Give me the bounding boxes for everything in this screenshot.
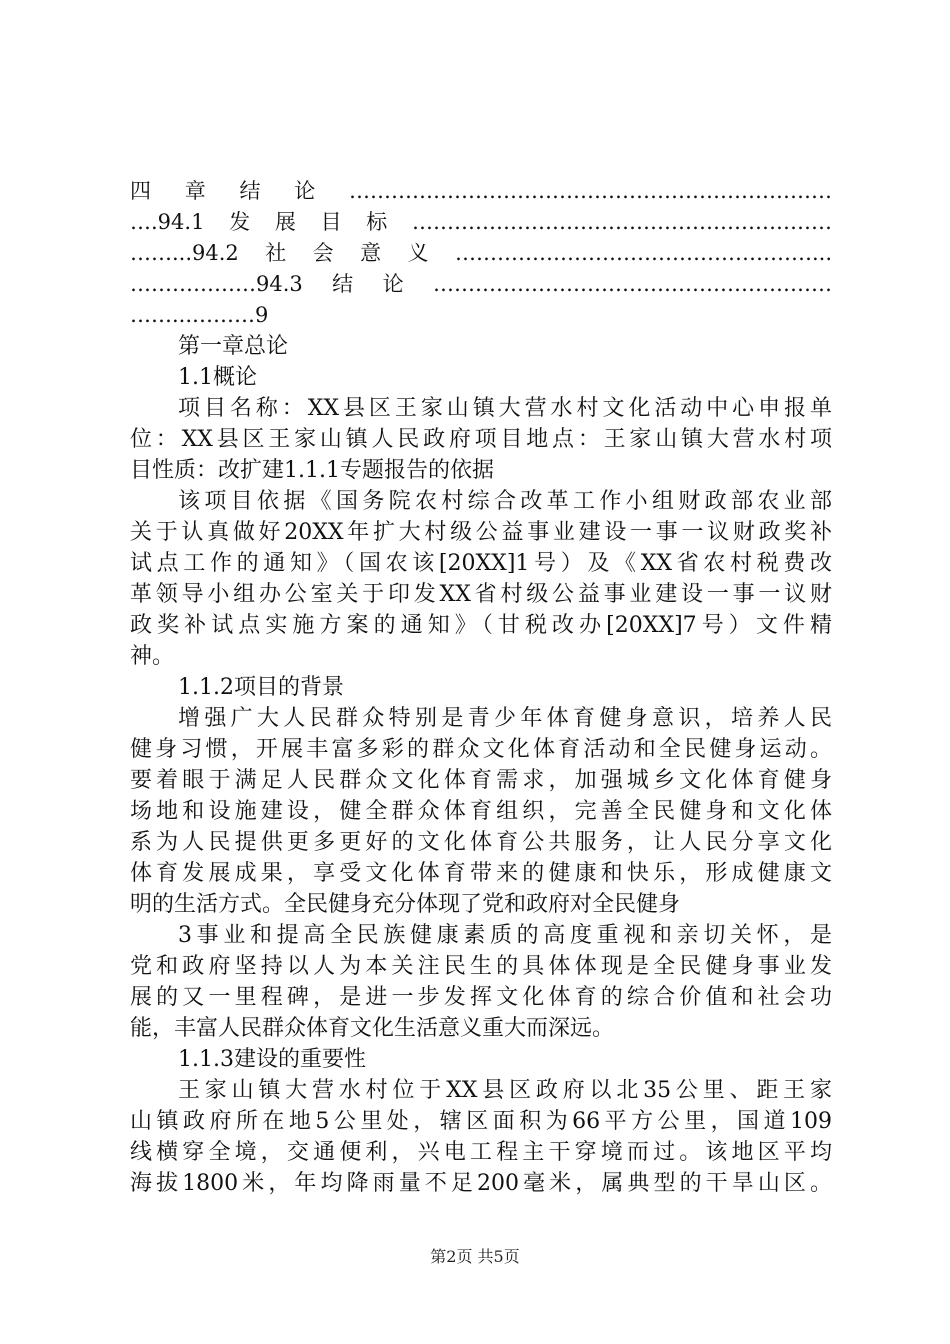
text-line: 试点工作的通知》（国农该[20XX]1号）及《XX省农村税费改 [130,551,832,576]
document-content [130,176,832,1199]
toc-line: ………………94.3结论………………………………………………… [130,272,832,296]
text-line: 王家山镇大营水村位于XX县区政府以北35公里、距王家 [178,1078,832,1103]
text-line: 1.1.3建设的重要性 [178,1047,366,1072]
text-line: 要着眼于满足人民群众文化体育需求，加强城乡文化体育健身 [130,768,832,793]
toc-line: ….94.1发展目标…………………………………………………… [130,210,832,234]
text-line: 能，丰富人民群众体育文化生活意义重大而深远。 [130,1016,615,1041]
text-line: 1.1概论 [178,365,257,390]
text-line: 场地和设施建设，健全群众体育组织，完善全民健身和文化体 [130,799,832,824]
text-line: 健身习惯，开展丰富多彩的群众文化体育活动和全民健身运动。 [130,737,832,762]
body-text [130,331,832,1199]
toc-line: ……...94.2社会意义……………………………………………... [130,241,832,265]
text-line: 增强广大人民群众特别是青少年体育健身意识，培养人民 [178,706,832,731]
text-line: 该项目依据《国务院农村综合改革工作小组财政部农业部 [178,489,832,514]
text-line: 关于认真做好20XX年扩大村级公益事业建设一事一议财政奖补 [130,520,832,545]
toc-line: ……...………9 [130,303,269,327]
text-line: 山镇政府所在地5公里处，辖区面积为66平方公里，国道109 [130,1109,832,1134]
text-line: 党和政府坚持以人为本关注民生的具体体现是全民健身事业发 [130,954,832,979]
table-of-contents [130,176,832,331]
text-line: 1.1.2项目的背景 [178,675,344,700]
text-line: 明的生活方式。全民健身充分体现了党和政府对全民健身 [130,892,681,917]
text-line: 3事业和提高全民族健康素质的高度重视和亲切关怀，是 [178,923,832,948]
text-line: 体育发展成果，享受文化体育带来的健康和快乐，形成健康文 [130,861,832,886]
text-line: 线横穿全境，交通便利，兴电工程主干穿境而过。该地区平均 [130,1140,832,1165]
text-line: 神。 [130,644,175,669]
text-line: 展的又一里程碑，是进一步发挥文化体育的综合价值和社会功 [130,985,832,1010]
text-line: 目性质：改扩建1.1.1专题报告的依据 [130,458,494,483]
text-line: 政奖补试点实施方案的通知》（甘税改办[20XX]7号）文件精 [130,613,832,638]
toc-line: 四章结论…………………………………………………………… [130,179,832,203]
text-line: 系为人民提供更多更好的文化体育公共服务，让人民分享文化 [130,830,832,855]
text-line: 革领导小组办公室关于印发XX省村级公益事业建设一事一议财 [130,582,832,607]
page-footer: 第2页 共5页 [430,1247,520,1266]
text-line: 海拔1800米，年均降雨量不足200毫米，属典型的干旱山区。 [130,1171,832,1196]
text-line: 项目名称：XX县区王家山镇大营水村文化活动中心申报单 [178,396,832,421]
text-line: 第一章总论 [178,334,289,359]
text-line: 位：XX县区王家山镇人民政府项目地点：王家山镇大营水村项 [130,427,832,452]
